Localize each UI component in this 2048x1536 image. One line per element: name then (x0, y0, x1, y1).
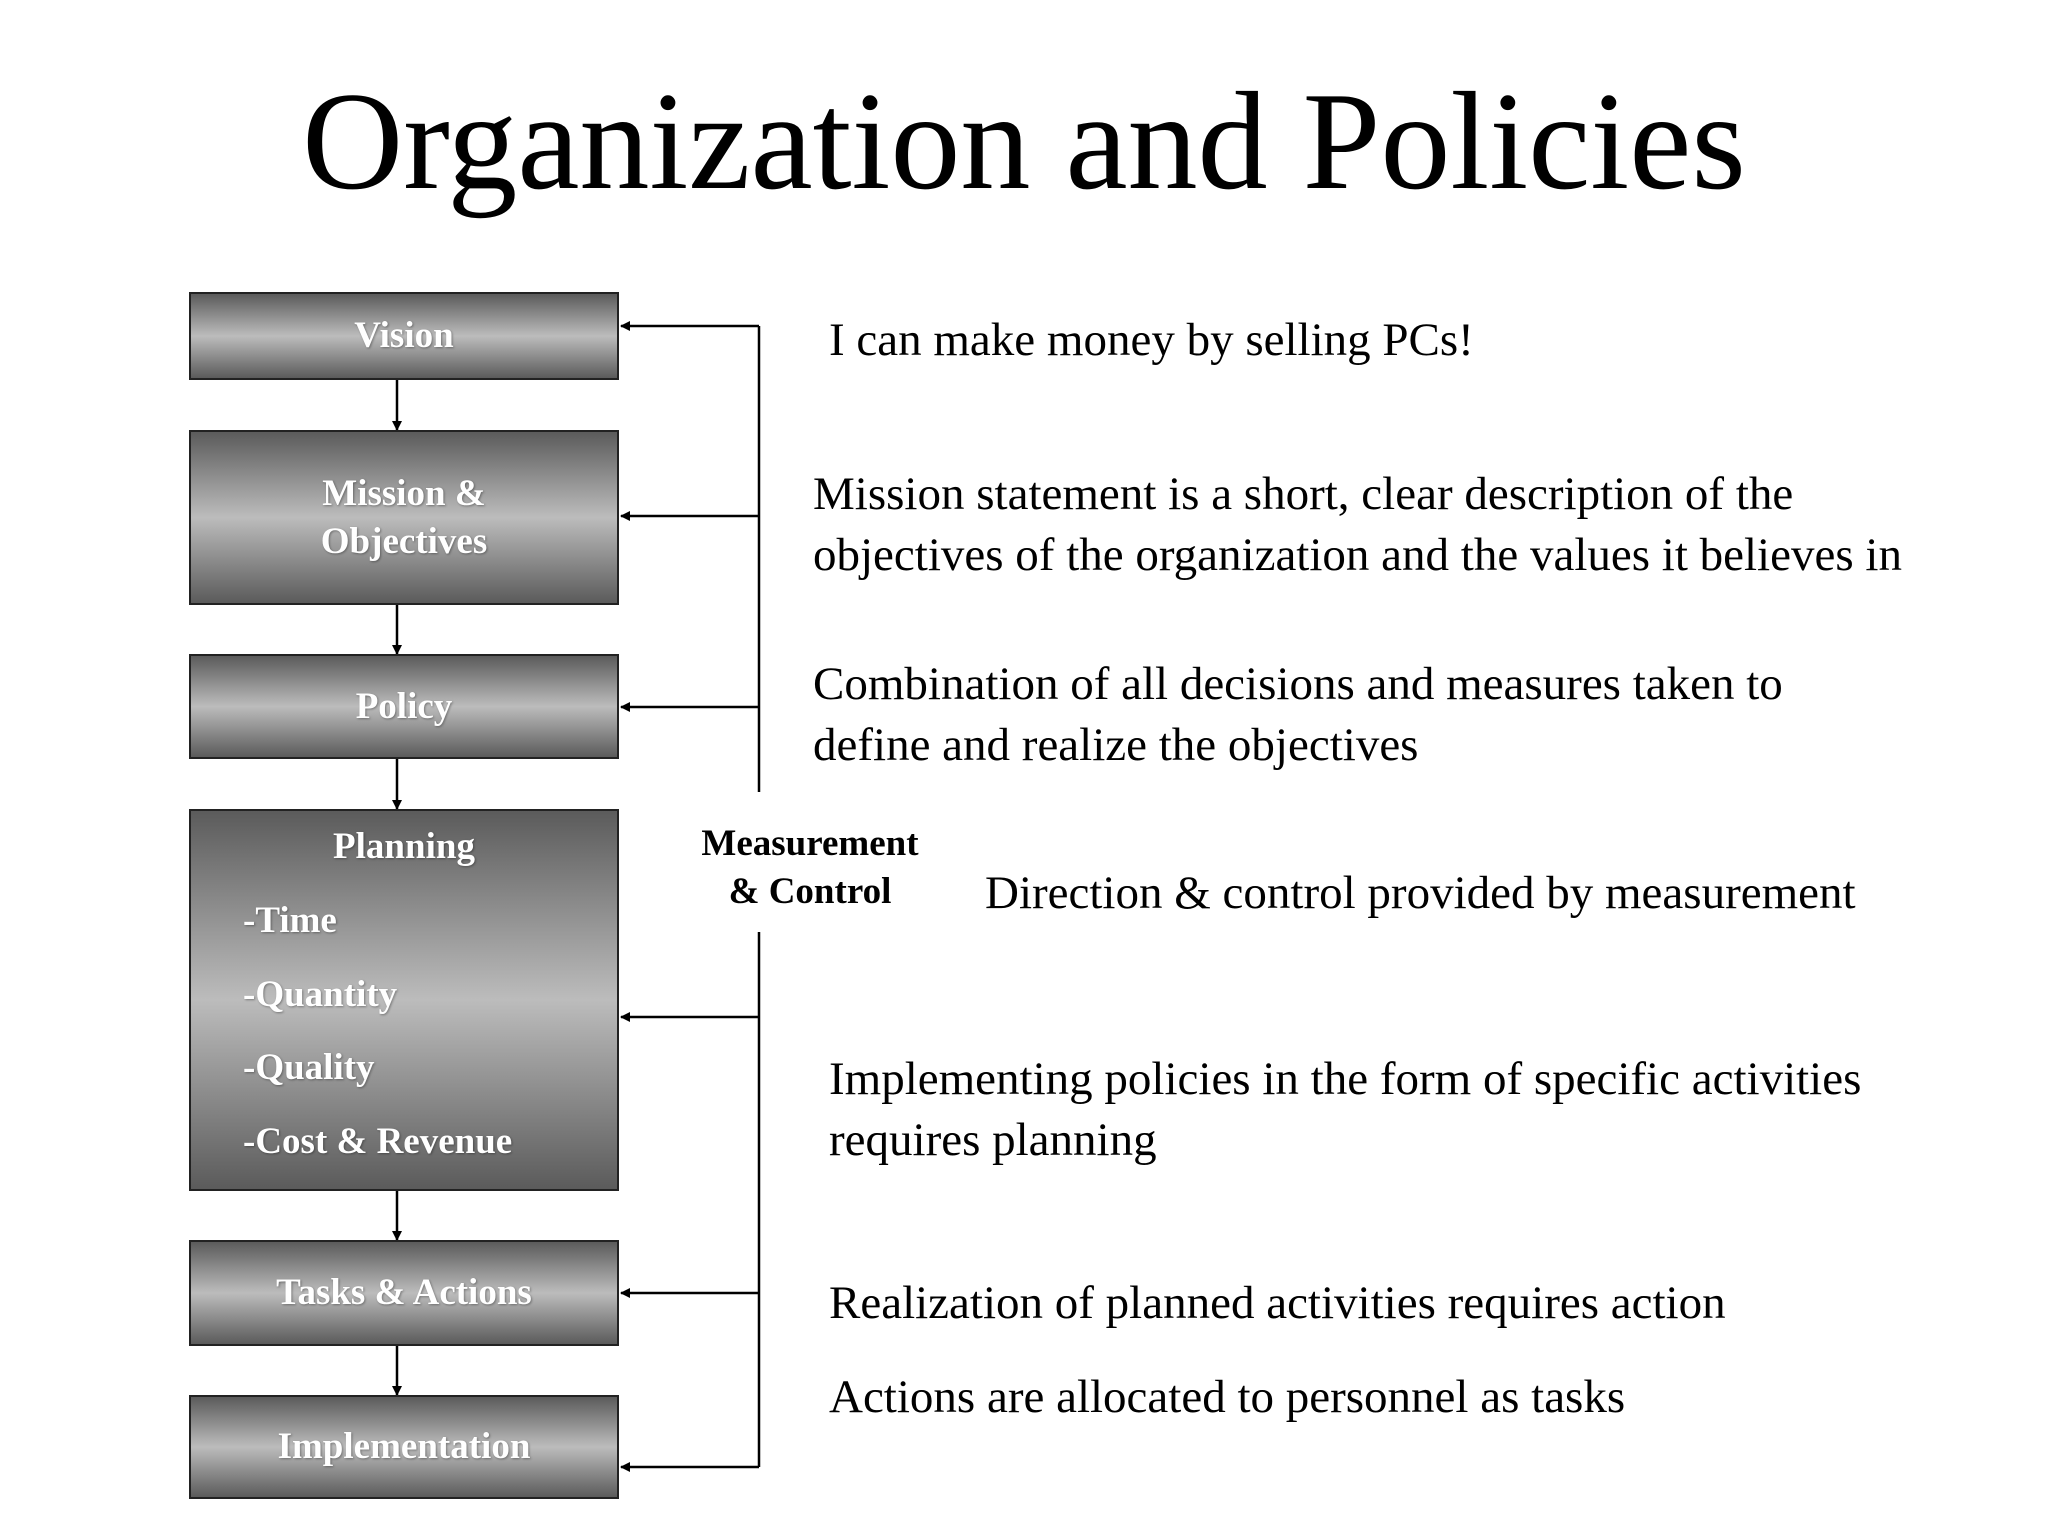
box-policy (189, 654, 619, 759)
box-vision (189, 292, 619, 380)
desc-planning-line1: Implementing policies in the form of specific activities (829, 1053, 1862, 1105)
desc-planning-line2: requires planning (829, 1114, 1157, 1166)
desc-mission-line2: objectives of the organization and the values it believes in (813, 529, 1902, 581)
box-implementation-label: Implementation (277, 1426, 531, 1467)
box-implementation (189, 1395, 619, 1499)
box-planning (189, 809, 619, 1191)
desc-vision: I can make money by selling PCs! (829, 314, 1474, 366)
planning-item-quantity: -Quantity (243, 974, 398, 1015)
box-policy-label: Policy (355, 685, 453, 727)
box-tasks-actions (189, 1240, 619, 1346)
box-planning-title: Planning (333, 826, 475, 867)
planning-item-cost-revenue: -Cost & Revenue (243, 1121, 513, 1162)
box-vision-label: Vision (354, 315, 454, 356)
box-tasks-label: Tasks & Actions (276, 1272, 532, 1313)
measurement-control-label (680, 820, 940, 916)
desc-measurement: Direction & control provided by measurement (985, 867, 1856, 919)
measurement-label-line1: Measurement (701, 823, 919, 864)
planning-item-time: -Time (243, 900, 337, 941)
measurement-label-line2: & Control (728, 871, 892, 912)
desc-mission-line1: Mission statement is a short, clear description of the (813, 468, 1794, 520)
box-mission-label-line1: Mission & (322, 472, 486, 514)
desc-tasks: Realization of planned activities requires action (829, 1277, 1726, 1329)
planning-item-quality: -Quality (243, 1047, 375, 1088)
desc-policy-line2: define and realize the objectives (813, 719, 1419, 771)
box-mission-label-line2: Objectives (320, 520, 488, 562)
desc-implementation: Actions are allocated to personnel as tasks (829, 1371, 1626, 1423)
page-title: Organization and Policies (302, 64, 1746, 219)
box-mission-objectives (189, 430, 619, 605)
desc-policy-line1: Combination of all decisions and measures taken to (813, 658, 1783, 710)
